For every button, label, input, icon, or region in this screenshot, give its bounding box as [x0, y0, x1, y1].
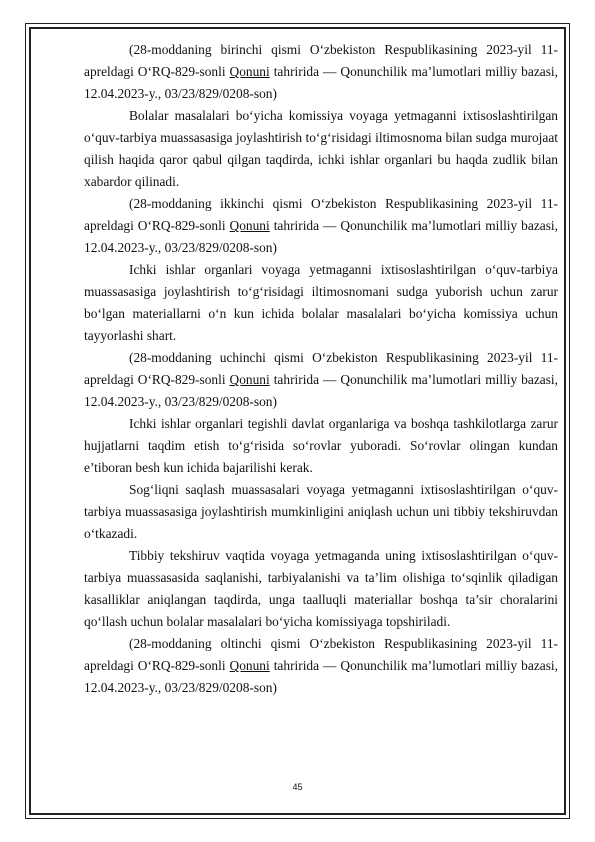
law-link[interactable]: Qonuni	[229, 218, 270, 233]
page-number: 45	[292, 782, 303, 792]
paragraph: Bolalar masalalari bo‘yicha komissiya voyaga yetmaganni ixtisoslashtirilgan o‘quv-tarbiya muassasasiga joylashtirish to‘g‘risidagi iltimosnoma bilan sudga murojaat qilish haqida qaror qabul qilgan taqdirda, ichki ishlar organlari bu haqda zudlik bilan xabardor qilinadi.	[84, 108, 558, 189]
amendment-note: (28-moddaning ikkinchi qismi O‘zbekiston Respublikasining 2023-yil 11-apreldagi O‘RQ-829-sonli Qonuni tahririda — Qonunchilik ma’lumotlari milliy bazasi, 12.04.2023-y., 03/23/829/0208-son)	[84, 196, 558, 255]
paragraph: Ichki ishlar organlari voyaga yetmaganni ixtisoslashtirilgan o‘quv-tarbiya muassasasiga joylashtirish to‘g‘risidagi iltimosnomani sudga yuborish uchun zarur bo‘lgan materiallarni o‘n kun ichida bolalar masalalari bo‘yicha komissiya uchun tayyorlashi shart.	[84, 262, 558, 343]
amendment-note: (28-moddaning oltinchi qismi O‘zbekiston Respublikasining 2023-yil 11-apreldagi O‘RQ-829-sonli Qonuni tahririda — Qonunchilik ma’lumotlari milliy bazasi, 12.04.2023-y., 03/23/829/0208-son)	[84, 636, 558, 695]
law-link[interactable]: Qonuni	[229, 372, 270, 387]
paragraph: Ichki ishlar organlari tegishli davlat organlariga va boshqa tashkilotlarga zarur hujjatlarni taqdim etish to‘g‘risida so‘rovlar yuboradi. So‘rovlar olingan kundan e’tiboran besh kun ichida bajarilishi kerak.	[84, 416, 558, 475]
amendment-note: (28-moddaning uchinchi qismi O‘zbekiston Respublikasining 2023-yil 11-apreldagi O‘RQ-829-sonli Qonuni tahririda — Qonunchilik ma’lumotlari milliy bazasi, 12.04.2023-y., 03/23/829/0208-son)	[84, 350, 558, 409]
paragraph: Tibbiy tekshiruv vaqtida voyaga yetmaganda uning ixtisoslashtirilgan o‘quv-tarbiya muassasasida saqlanishi, tarbiyalanishi va ta’lim olishiga to‘sqinlik qiladigan kasalliklar aniqlangan taqdirda, unga taalluqli materiallar boshqa ta’sir choralarini qo‘llash uchun bolalar masalalari bo‘yicha komissiyaga topshiriladi.	[84, 548, 558, 629]
amendment-note: (28-moddaning birinchi qismi O‘zbekiston Respublikasining 2023-yil 11-apreldagi O‘RQ-829-sonli Qonuni tahririda — Qonunchilik ma’lumotlari milliy bazasi, 12.04.2023-y., 03/23/829/0208-son)	[84, 42, 558, 101]
paragraph: Sog‘liqni saqlash muassasalari voyaga yetmaganni ixtisoslashtirilgan o‘quv-tarbiya muassasasiga joylashtirish mumkinligini aniqlash uchun uni tibbiy tekshiruvdan o‘tkazadi.	[84, 482, 558, 541]
law-link[interactable]: Qonuni	[229, 658, 270, 673]
law-link[interactable]: Qonuni	[229, 64, 270, 79]
document-body	[84, 39, 558, 699]
